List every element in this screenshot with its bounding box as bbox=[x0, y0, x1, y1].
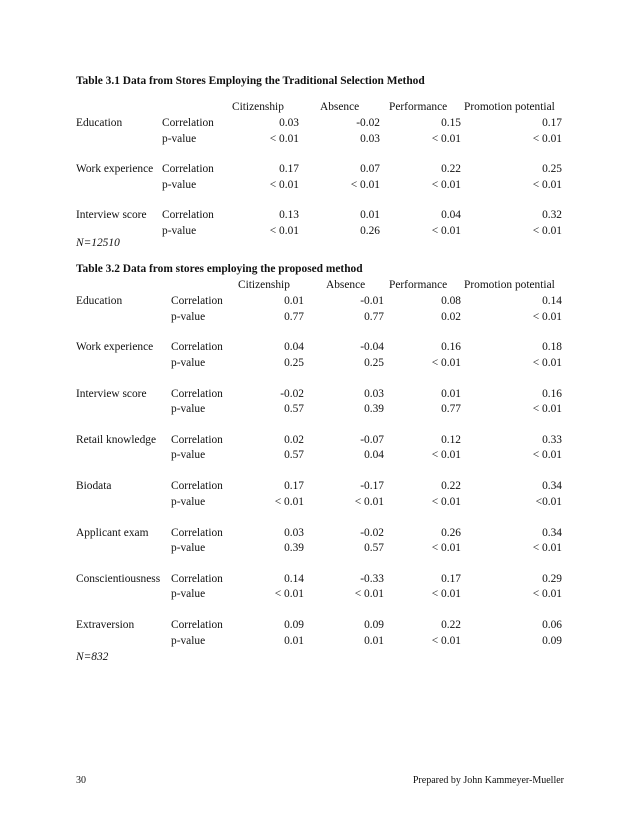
column-header: Absence bbox=[320, 101, 360, 113]
table-cell: 0.77 bbox=[364, 310, 384, 323]
stat-label: Correlation bbox=[162, 117, 214, 129]
table-cell: 0.22 bbox=[441, 619, 461, 632]
row-label: Retail knowledge bbox=[76, 433, 157, 446]
table-cell: 0.09 bbox=[542, 634, 562, 647]
table-cell: 0.15 bbox=[441, 117, 461, 129]
table-cell: 0.08 bbox=[441, 295, 461, 307]
table-cell: 0.03 bbox=[284, 526, 304, 539]
table-cell: 0.07 bbox=[360, 163, 380, 175]
table-cell: < 0.01 bbox=[532, 178, 562, 191]
table-cell: < 0.01 bbox=[431, 634, 461, 647]
table-cell: -0.01 bbox=[360, 295, 384, 307]
stat-label: p-value bbox=[171, 588, 206, 601]
table-cell: -0.02 bbox=[360, 526, 384, 539]
table-cell: 0.39 bbox=[364, 403, 384, 416]
stat-label: Correlation bbox=[171, 526, 223, 539]
stat-label: Correlation bbox=[171, 619, 223, 632]
table-cell: 0.57 bbox=[284, 403, 304, 416]
table-cell: 0.03 bbox=[279, 117, 299, 129]
table-cell: 0.01 bbox=[441, 387, 461, 400]
table-cell: 0.77 bbox=[284, 310, 304, 323]
stat-label: p-value bbox=[171, 542, 206, 554]
sample-size: N=832 bbox=[76, 651, 109, 663]
stat-label: Correlation bbox=[171, 295, 223, 307]
stat-label: Correlation bbox=[171, 572, 223, 585]
row-label: Interview score bbox=[76, 209, 147, 221]
column-header: Citizenship bbox=[238, 279, 290, 291]
table-cell: -0.17 bbox=[360, 480, 384, 493]
table-cell: < 0.01 bbox=[532, 588, 562, 601]
table-cell: 0.57 bbox=[284, 449, 304, 462]
row-label: Biodata bbox=[76, 480, 112, 493]
table-cell: < 0.01 bbox=[431, 588, 461, 601]
row-label: Education bbox=[76, 117, 123, 129]
stat-label: Correlation bbox=[171, 341, 223, 354]
table-cell: 0.16 bbox=[542, 387, 562, 400]
stat-label: p-value bbox=[171, 310, 206, 323]
row-label: Work experience bbox=[76, 163, 154, 175]
table-cell: 0.09 bbox=[364, 619, 384, 632]
table-cell: 0.01 bbox=[284, 634, 304, 647]
table-cell: 0.33 bbox=[542, 433, 562, 446]
table-cell: 0.01 bbox=[364, 634, 384, 647]
table-cell: < 0.01 bbox=[269, 178, 299, 191]
table-cell: 0.04 bbox=[441, 209, 461, 221]
table-cell: < 0.01 bbox=[532, 224, 562, 237]
table-cell: 0.26 bbox=[360, 224, 380, 237]
table-cell: 0.13 bbox=[279, 209, 299, 221]
table-cell: 0.14 bbox=[542, 295, 562, 307]
table-cell: < 0.01 bbox=[532, 403, 562, 416]
table-cell: < 0.01 bbox=[532, 542, 562, 554]
table-cell: 0.06 bbox=[542, 619, 562, 632]
table-cell: < 0.01 bbox=[431, 178, 461, 191]
table-cell: 0.04 bbox=[364, 449, 384, 462]
row-label: Work experience bbox=[76, 341, 154, 354]
table-cell: < 0.01 bbox=[532, 310, 562, 323]
table-cell: < 0.01 bbox=[274, 495, 304, 508]
table-cell: < 0.01 bbox=[269, 224, 299, 237]
table-cell: 0.25 bbox=[364, 356, 384, 369]
table-cell: 0.22 bbox=[441, 163, 461, 175]
row-label: Interview score bbox=[76, 387, 147, 400]
column-header: Absence bbox=[326, 279, 366, 291]
table-cell: -0.04 bbox=[360, 341, 384, 354]
table-cell: < 0.01 bbox=[431, 542, 461, 554]
stat-label: p-value bbox=[171, 634, 206, 647]
table-cell: < 0.01 bbox=[269, 132, 299, 145]
stat-label: p-value bbox=[162, 224, 197, 237]
table-cell: 0.34 bbox=[542, 526, 562, 539]
table-cell: 0.14 bbox=[284, 572, 304, 585]
stat-label: Correlation bbox=[171, 387, 223, 400]
table-cell: 0.18 bbox=[542, 341, 562, 354]
table-cell: 0.12 bbox=[441, 433, 461, 446]
table-cell: < 0.01 bbox=[354, 588, 384, 601]
row-label: Applicant exam bbox=[76, 526, 149, 539]
table-cell: 0.02 bbox=[441, 310, 461, 323]
table-cell: 0.25 bbox=[542, 163, 562, 175]
row-label: Education bbox=[76, 295, 123, 307]
table-cell: < 0.01 bbox=[354, 495, 384, 508]
stat-label: Correlation bbox=[162, 209, 214, 221]
table-cell: -0.02 bbox=[280, 387, 304, 400]
table-cell: < 0.01 bbox=[431, 132, 461, 145]
column-header: Promotion potential bbox=[464, 279, 555, 291]
table-cell: 0.17 bbox=[542, 117, 562, 129]
stat-label: Correlation bbox=[171, 480, 223, 493]
table-cell: 0.22 bbox=[441, 480, 461, 493]
table-cell: < 0.01 bbox=[274, 588, 304, 601]
stat-label: p-value bbox=[162, 132, 197, 145]
table-cell: 0.32 bbox=[542, 209, 562, 221]
column-header: Promotion potential bbox=[464, 101, 555, 113]
table-cell: 0.57 bbox=[364, 542, 384, 554]
table-cell: 0.17 bbox=[441, 572, 461, 585]
table-cell: 0.17 bbox=[284, 480, 304, 493]
stat-label: p-value bbox=[171, 449, 206, 462]
table-cell: < 0.01 bbox=[431, 356, 461, 369]
table-cell: 0.03 bbox=[364, 387, 384, 400]
table-cell: < 0.01 bbox=[532, 449, 562, 462]
table-cell: < 0.01 bbox=[532, 132, 562, 145]
footer-credit: Prepared by John Kammeyer-Mueller bbox=[412, 775, 564, 786]
table-title: Table 3.1 Data from Stores Employing the Traditional Selection Method bbox=[76, 75, 425, 87]
table-cell: < 0.01 bbox=[532, 356, 562, 369]
table-cell: 0.25 bbox=[284, 356, 304, 369]
table-cell: 0.01 bbox=[284, 295, 304, 307]
column-header: Performance bbox=[389, 279, 448, 291]
column-header: Citizenship bbox=[232, 101, 284, 113]
table-cell: 0.09 bbox=[284, 619, 304, 632]
table-cell: < 0.01 bbox=[431, 449, 461, 462]
table-cell: 0.34 bbox=[542, 480, 562, 493]
table-cell: 0.04 bbox=[284, 341, 304, 354]
row-label: Extraversion bbox=[76, 619, 135, 632]
table-cell: 0.39 bbox=[284, 542, 304, 554]
table-cell: 0.26 bbox=[441, 526, 461, 539]
table-cell: -0.33 bbox=[360, 572, 384, 585]
table-title: Table 3.2 Data from stores employing the proposed method bbox=[76, 263, 363, 275]
stat-label: p-value bbox=[171, 356, 206, 369]
table-cell: 0.01 bbox=[360, 209, 380, 221]
column-header: Performance bbox=[389, 101, 448, 113]
table-cell: < 0.01 bbox=[431, 224, 461, 237]
table-cell: 0.29 bbox=[542, 572, 562, 585]
row-label: Conscientiousness bbox=[76, 572, 161, 585]
stat-label: p-value bbox=[162, 178, 197, 191]
stat-label: p-value bbox=[171, 403, 206, 416]
table-cell: 0.16 bbox=[441, 341, 461, 354]
table-cell: < 0.01 bbox=[431, 495, 461, 508]
table-cell: < 0.01 bbox=[350, 178, 380, 191]
table-cell: -0.02 bbox=[356, 117, 380, 129]
table-cell: 0.02 bbox=[284, 433, 304, 446]
stat-label: Correlation bbox=[162, 163, 214, 175]
table-cell: 0.77 bbox=[441, 403, 461, 416]
page-number: 30 bbox=[76, 775, 86, 786]
table-cell: 0.03 bbox=[360, 132, 380, 145]
table-cell: 0.17 bbox=[279, 163, 299, 175]
sample-size: N=12510 bbox=[76, 237, 120, 249]
stat-label: Correlation bbox=[171, 433, 223, 446]
stat-label: p-value bbox=[171, 495, 206, 508]
table-cell: -0.07 bbox=[360, 433, 384, 446]
table-cell: <0.01 bbox=[535, 495, 562, 508]
